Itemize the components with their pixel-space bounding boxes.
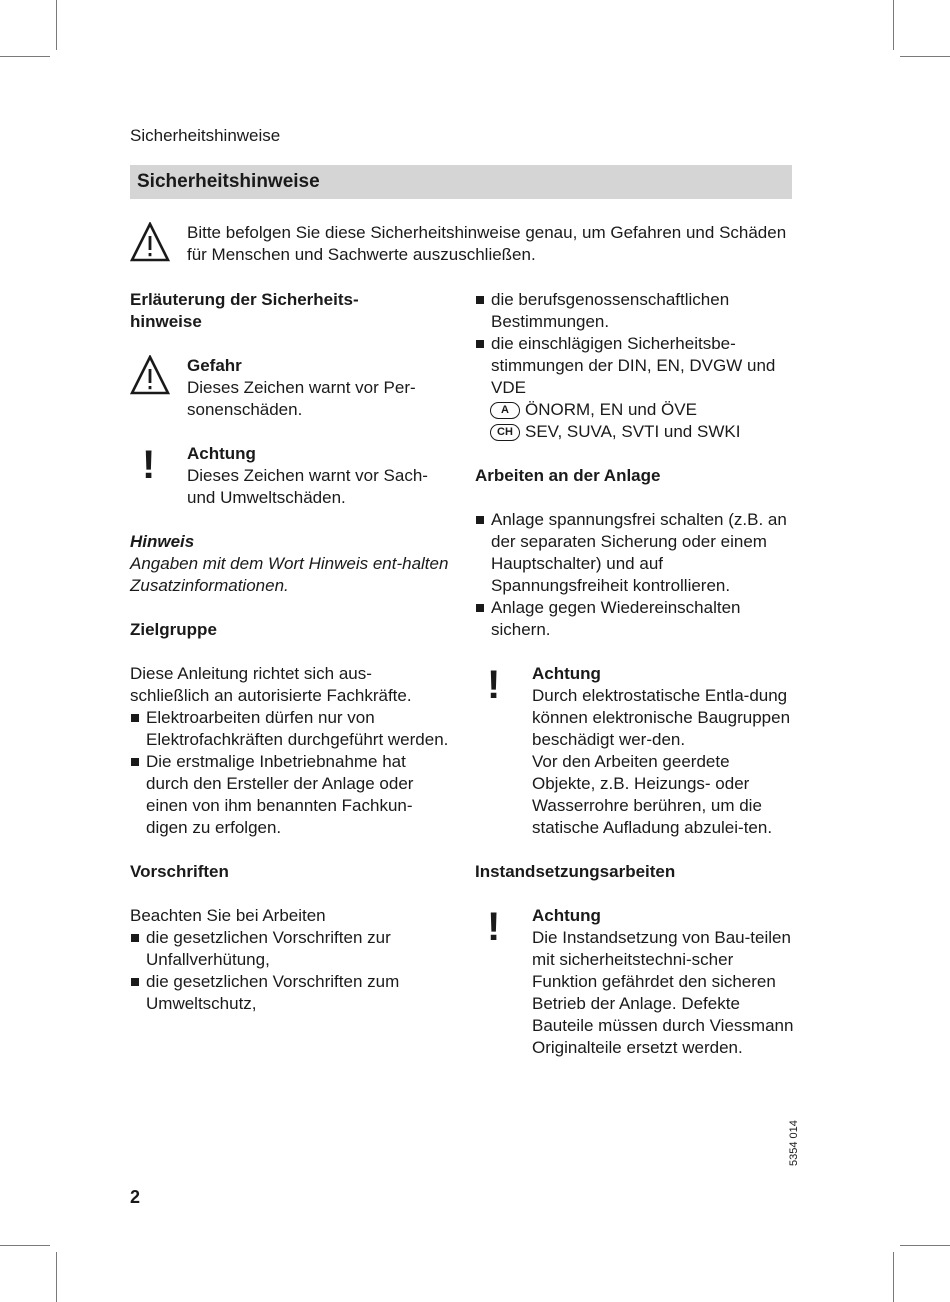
list-item <box>475 289 795 333</box>
list-item-text: die berufsgenossenschaftlichen Bestimmungen. <box>491 290 730 331</box>
note-title: Hinweis <box>130 532 195 551</box>
list-item <box>475 509 795 597</box>
exclamation-icon: ! <box>487 663 501 707</box>
repair-caution-notice <box>475 905 795 1059</box>
crop-mark <box>56 1252 57 1302</box>
regulations-heading: Vorschriften <box>130 862 229 881</box>
country-code-badge: A <box>490 402 520 419</box>
country-switzerland <box>475 421 795 443</box>
country-code-badge: CH <box>490 424 520 441</box>
crop-mark <box>893 0 894 50</box>
square-bullet-icon <box>476 296 484 304</box>
explanation-heading-line1: Erläuterung der Sicherheits- <box>130 290 359 309</box>
square-bullet-icon <box>476 604 484 612</box>
country-text: SEV, SUVA, SVTI und SWKI <box>525 422 741 441</box>
list-item-text: Elektroarbeiten dürfen nur von Elektrofachkräften durchgeführt werden. <box>146 708 449 749</box>
square-bullet-icon <box>476 340 484 348</box>
esd-caution-notice <box>475 663 795 839</box>
list-item <box>475 333 795 399</box>
target-heading: Zielgruppe <box>130 620 217 639</box>
caution-title: Achtung <box>187 444 256 463</box>
country-text: ÖNORM, EN und ÖVE <box>525 400 697 419</box>
caution-notice <box>130 443 450 509</box>
section-title: Sicherheitshinweise <box>137 171 320 192</box>
caution-text: Dieses Zeichen warnt vor Sach- und Umweltschäden. <box>187 466 428 507</box>
list-item-text: Anlage spannungsfrei schalten (z.B. an der separaten Sicherung oder einem Hauptschalter) und auf Spannungsfreiheit kontrollieren. <box>491 510 787 595</box>
running-header: Sicherheitshinweise <box>130 126 281 145</box>
list-item-text: Die erstmalige Inbetriebnahme hat durch den Ersteller der Anlage oder einen von ihm benannten Fachkun-digen zu erfolgen. <box>146 752 414 837</box>
document-number: 5354 014 <box>788 1120 800 1166</box>
explanation-heading-line2: hinweise <box>130 312 202 331</box>
list-item <box>130 751 450 839</box>
target-intro: Diese Anleitung richtet sich aus-schließlich an autorisierte Fachkräfte. <box>130 664 412 705</box>
warning-triangle-icon <box>130 222 170 267</box>
esd-caution-text: Durch elektrostatische Entla-dung können elektronische Baugruppen beschädigt wer-den. <box>532 686 791 749</box>
work-heading: Arbeiten an der Anlage <box>475 466 661 485</box>
explanation-heading <box>130 289 450 333</box>
section-title-bar <box>130 165 792 199</box>
crop-mark <box>0 1245 50 1246</box>
intro-text: Bitte befolgen Sie diese Sicherheitshinweise genau, um Gefahren und Schäden für Menschen und Sachwerte auszuschließen. <box>187 223 787 264</box>
square-bullet-icon <box>131 758 139 766</box>
list-item-text: die gesetzlichen Vorschriften zur Unfallverhütung, <box>146 928 391 969</box>
crop-mark <box>900 56 950 57</box>
square-bullet-icon <box>131 934 139 942</box>
work-list <box>475 509 795 641</box>
list-item <box>130 927 450 971</box>
exclamation-icon: ! <box>487 905 501 949</box>
regulations-intro: Beachten Sie bei Arbeiten <box>130 906 326 925</box>
list-item <box>130 707 450 751</box>
crop-mark <box>56 0 57 50</box>
esd-caution-text-2: Vor den Arbeiten geerdete Objekte, z.B. Heizungs- oder Wasserrohre berühren, um die statische Aufladung abzulei-ten. <box>532 752 773 837</box>
square-bullet-icon <box>476 516 484 524</box>
square-bullet-icon <box>131 714 139 722</box>
warning-triangle-icon <box>130 355 170 401</box>
crop-mark <box>893 1252 894 1302</box>
repair-caution-text: Die Instandsetzung von Bau-teilen mit sicherheitstechni-scher Funktion gefährdet den sicheren Betrieb der Anlage. Defekte Bauteile müssen durch Viessmann Originalteile ersetzt werden. <box>532 928 794 1057</box>
repair-caution-title: Achtung <box>532 906 601 925</box>
regulations-list <box>130 927 450 1015</box>
exclamation-icon: ! <box>142 443 156 487</box>
list-item-text: die einschlägigen Sicherheitsbe-stimmungen der DIN, EN, DVGW und VDE <box>491 334 776 397</box>
list-item <box>475 597 795 641</box>
list-item-text: die gesetzlichen Vorschriften zum Umweltschutz, <box>146 972 400 1013</box>
list-item <box>130 971 450 1015</box>
list-item-text: Anlage gegen Wiedereinschalten sichern. <box>491 598 741 639</box>
note-text: Angaben mit dem Wort Hinweis ent-halten Zusatzinformationen. <box>130 554 449 595</box>
target-list <box>130 707 450 839</box>
square-bullet-icon <box>131 978 139 986</box>
page-number: 2 <box>130 1187 141 1207</box>
danger-title: Gefahr <box>187 356 242 375</box>
danger-text: Dieses Zeichen warnt vor Per-sonenschäden. <box>187 378 416 419</box>
regulations-list-continued <box>475 289 795 399</box>
crop-mark <box>0 56 50 57</box>
crop-mark <box>900 1245 950 1246</box>
country-austria <box>475 399 795 421</box>
repair-heading: Instandsetzungsarbeiten <box>475 862 676 881</box>
danger-notice <box>130 355 450 421</box>
esd-caution-title: Achtung <box>532 664 601 683</box>
right-column <box>475 289 795 1059</box>
left-column <box>130 289 450 1015</box>
